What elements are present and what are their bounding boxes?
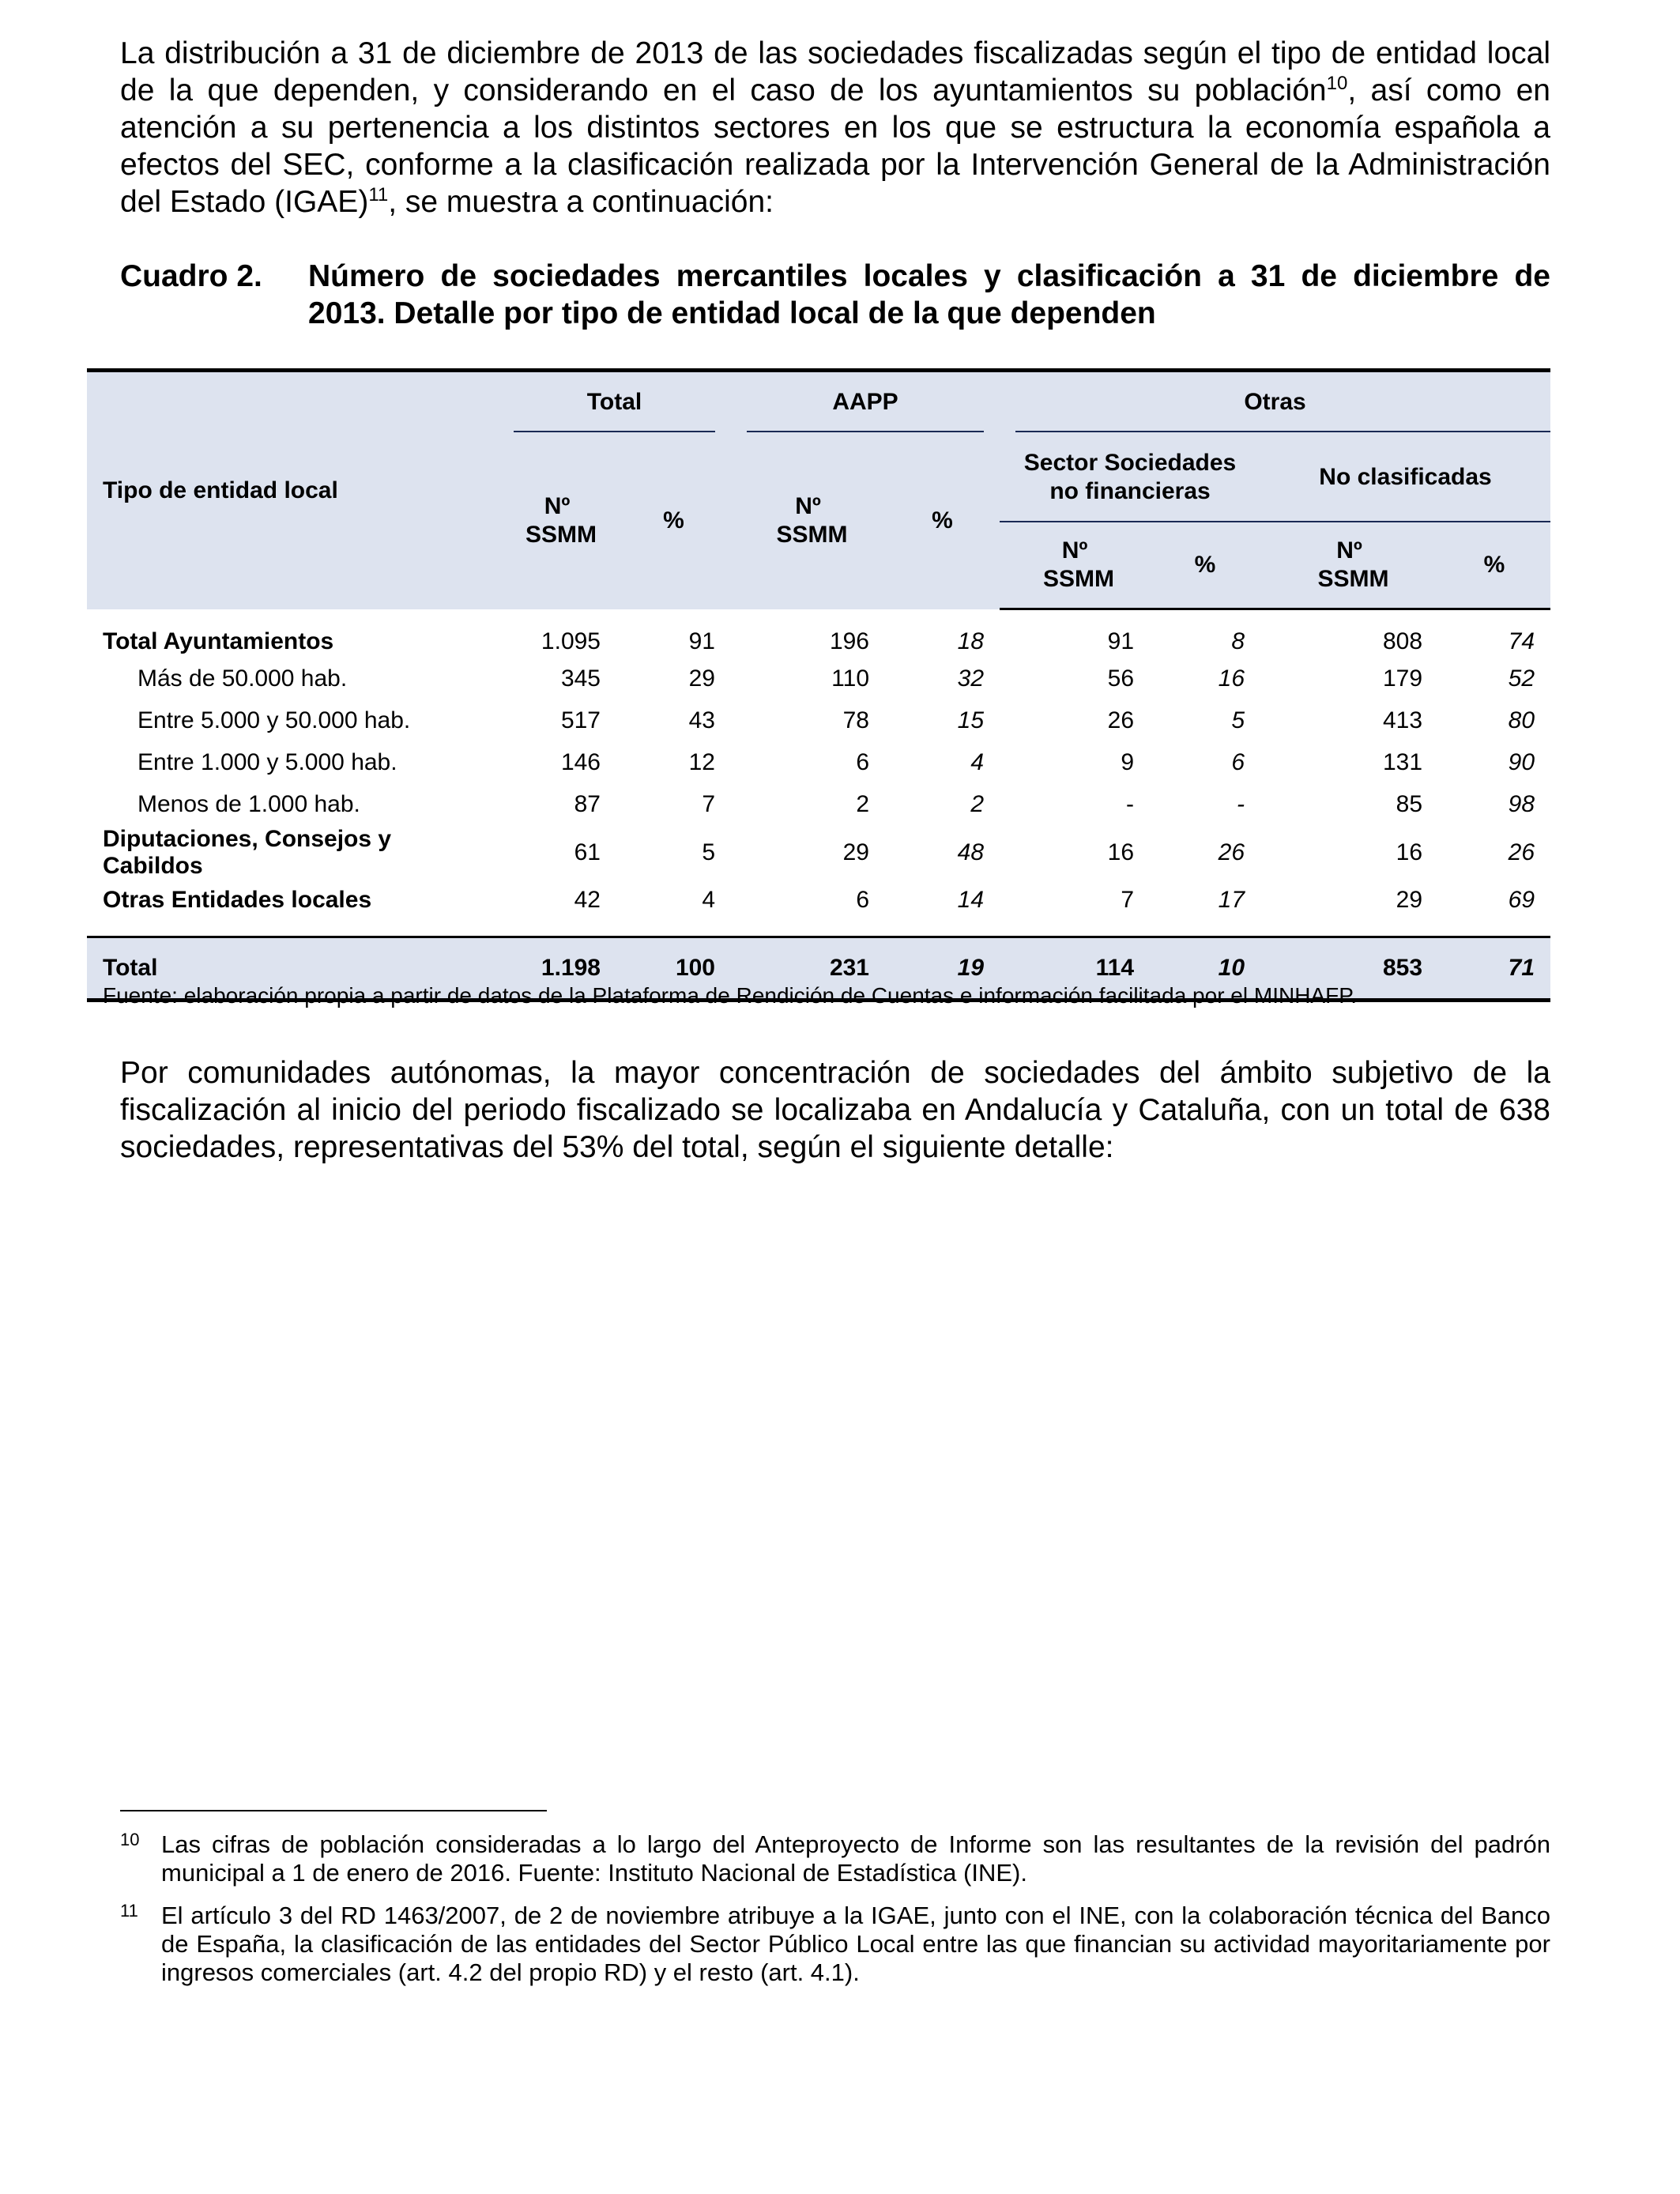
cell-aapp-n: 2	[856, 791, 869, 817]
footnote-separator	[120, 1810, 547, 1811]
cell-total-pct: 5	[702, 839, 715, 865]
cell-total-n: 61	[574, 839, 601, 865]
cell-noclas-n: 179	[1382, 665, 1423, 692]
header-noclas-nssmm	[1260, 522, 1438, 609]
table-row	[87, 742, 1550, 784]
sociedades-table	[87, 368, 1550, 1002]
cell-total-pct: 12	[688, 749, 715, 775]
cell-aapp-pct: 4	[970, 749, 985, 775]
header-aapp-nssmm	[731, 432, 885, 609]
cell-noclas-pct: 90	[1508, 749, 1535, 775]
cell-noclas-pct: 71	[1438, 937, 1550, 1000]
row-label: Entre 1.000 y 5.000 hab.	[137, 749, 397, 775]
header-aapp-pct: %	[932, 507, 953, 533]
header-sector	[1000, 432, 1260, 522]
cell-aapp-n: 78	[842, 707, 869, 733]
table-source: Fuente: elaboración propia a partir de datos de la Plataforma de Rendición de Cuentas e información facilitada por el MINHAFP.	[103, 983, 1358, 1008]
row-label: Entre 5.000 y 50.000 hab.	[137, 707, 411, 733]
cell-aapp-pct: 48	[957, 839, 985, 865]
cell-noclas-n: 85	[1396, 791, 1423, 817]
cell-aapp-pct: 2	[970, 791, 985, 817]
cell-noclas-pct: 74	[1508, 628, 1535, 654]
cell-total-n: 345	[560, 665, 601, 692]
intro-paragraph	[120, 35, 1550, 221]
nssmm-label: Nº SSMM	[1043, 537, 1115, 592]
cell-noclas-n: 853	[1260, 937, 1438, 1000]
cell-sector-n: 16	[1107, 839, 1135, 865]
header-sector-nssmm	[1000, 522, 1150, 609]
cell-noclas-pct: 80	[1508, 707, 1535, 733]
cell-sector-pct: 26	[1218, 839, 1245, 865]
cell-total-pct: 7	[702, 791, 715, 817]
cell-total-n: 517	[560, 707, 601, 733]
footnote-number: 10	[120, 1830, 140, 1849]
cell-total-pct: 100	[616, 937, 731, 1000]
row-label: Total	[87, 937, 498, 1000]
cell-aapp-pct: 18	[957, 628, 985, 654]
cell-total-pct: 91	[688, 628, 715, 654]
comunidades-paragraph: Por comunidades autónomas, la mayor concentración de sociedades del ámbito subjetivo de la fiscalización al inicio del periodo fiscalizado se localizaba en Andalucía y Cataluña, con un total de 638 sociedades, representativas del 53% del total, según el siguiente detalle:	[120, 1056, 1550, 1164]
row-label: Otras Entidades locales	[103, 887, 372, 913]
header-noclas-pct: %	[1438, 522, 1550, 609]
cell-total-n: 42	[574, 887, 601, 913]
table-header	[87, 371, 1550, 609]
header-sector-pct: %	[1150, 522, 1260, 609]
cell-sector-n: 91	[1107, 628, 1135, 654]
cell-sector-pct: 8	[1231, 628, 1245, 654]
cell-aapp-n: 6	[856, 749, 869, 775]
cell-noclas-pct: 26	[1508, 839, 1535, 865]
cell-total-pct: 29	[688, 665, 715, 692]
table-container	[87, 368, 1550, 1002]
footnote-ref-10[interactable]: 10	[1326, 73, 1348, 94]
cell-total-pct: 4	[702, 887, 715, 913]
cell-noclas-pct: 98	[1508, 791, 1535, 817]
table-row	[87, 609, 1550, 658]
row-label: Diputaciones, Consejos y Cabildos	[103, 825, 392, 879]
cell-sector-n: -	[1126, 791, 1135, 817]
cell-noclas-n: 29	[1396, 887, 1423, 913]
cell-sector-n: 9	[1121, 749, 1135, 775]
intro-text-2: , así como en atención a su pertenencia a los distintos sectores en los que se estructura la economía española a efectos del SEC, conforme a la clasificación realizada por la Intervención General de la Administración del Estado (IGAE)	[120, 74, 1550, 219]
cell-sector-pct: 6	[1231, 749, 1245, 775]
header-tipo: Tipo de entidad local	[87, 371, 498, 609]
table-row	[87, 826, 1550, 880]
cell-total-n: 146	[560, 749, 601, 775]
table-row	[87, 658, 1550, 700]
caption-text: Número de sociedades mercantiles locales y clasificación a 31 de diciembre de 2013. Detalle por tipo de entidad local de la que dependen	[308, 259, 1550, 330]
cell-total-pct: 43	[688, 707, 715, 733]
cell-aapp-n: 6	[856, 887, 869, 913]
cell-noclas-n: 16	[1396, 839, 1423, 865]
cell-noclas-n: 131	[1382, 749, 1423, 775]
cell-noclas-n: 808	[1382, 628, 1423, 654]
nssmm-label: Nº SSMM	[1317, 537, 1389, 592]
row-label: Menos de 1.000 hab.	[137, 791, 360, 817]
header-total: Total	[498, 371, 731, 432]
footnote-text: El artículo 3 del RD 1463/2007, de 2 de noviembre atribuye a la IGAE, junto con el INE, con la colaboración técnica del Banco de España, la clasificación de las entidades del Sector Público Local entre las que financian su actividad mayoritariamente por ingresos comerciales (art. 4.2 del propio RD) y el resto (art. 4.1).	[161, 1902, 1550, 1986]
sector-label: Sector Sociedades no financieras	[1023, 449, 1237, 504]
table-row	[87, 880, 1550, 922]
row-label: Más de 50.000 hab.	[137, 665, 348, 692]
cell-aapp-n: 231	[731, 937, 885, 1000]
table-row	[87, 700, 1550, 742]
cell-total-n: 1.095	[541, 628, 601, 654]
cell-sector-pct: 16	[1218, 665, 1245, 692]
row-label: Total Ayuntamientos	[103, 628, 334, 654]
header-total-pct: %	[663, 507, 684, 533]
cell-sector-n: 56	[1107, 665, 1135, 692]
cell-sector-pct: 17	[1218, 887, 1245, 913]
cell-aapp-pct: 32	[957, 665, 985, 692]
cell-aapp-n: 110	[831, 665, 869, 692]
caption-label: Cuadro 2.	[120, 259, 262, 293]
footnote-number: 11	[120, 1901, 138, 1921]
cell-aapp-pct: 15	[957, 707, 985, 733]
cell-noclas-pct: 69	[1508, 887, 1535, 913]
footnote-text: Las cifras de población consideradas a lo largo del Anteproyecto de Informe son las resultantes de la revisión del padrón municipal a 1 de enero de 2016. Fuente: Instituto Nacional de Estadística (INE).	[161, 1830, 1550, 1887]
header-aapp: AAPP	[731, 371, 1000, 432]
cell-sector-n: 114	[1000, 937, 1150, 1000]
table-row	[87, 784, 1550, 826]
cell-aapp-n: 196	[829, 628, 869, 654]
intro-text-1: La distribución a 31 de diciembre de 2013 de las sociedades fiscalizadas según el tipo de entidad local de la que dependen, y considerando en el caso de los ayuntamientos su población	[120, 36, 1550, 107]
table-body	[87, 609, 1550, 1001]
cell-aapp-n: 29	[842, 839, 869, 865]
header-noclas: No clasificadas	[1260, 432, 1550, 522]
cell-noclas-n: 413	[1382, 707, 1423, 733]
nssmm-label: Nº SSMM	[776, 492, 848, 548]
intro-text-3: , se muestra a continuación:	[388, 185, 774, 219]
header-otras: Otras	[1000, 371, 1550, 432]
cell-sector-pct: 10	[1150, 937, 1260, 1000]
cell-sector-pct: 5	[1231, 707, 1245, 733]
footnote-ref-11[interactable]: 11	[368, 184, 389, 205]
cell-sector-pct: -	[1237, 791, 1245, 817]
cell-aapp-pct: 14	[957, 887, 985, 913]
header-total-nssmm	[498, 432, 616, 609]
nssmm-label: Nº SSMM	[525, 492, 597, 548]
cell-sector-n: 7	[1121, 887, 1135, 913]
cell-total-n: 1.198	[498, 937, 616, 1000]
cell-noclas-pct: 52	[1508, 665, 1535, 692]
cell-sector-n: 26	[1107, 707, 1135, 733]
cell-total-n: 87	[574, 791, 601, 817]
cell-aapp-pct: 19	[885, 937, 1000, 1000]
